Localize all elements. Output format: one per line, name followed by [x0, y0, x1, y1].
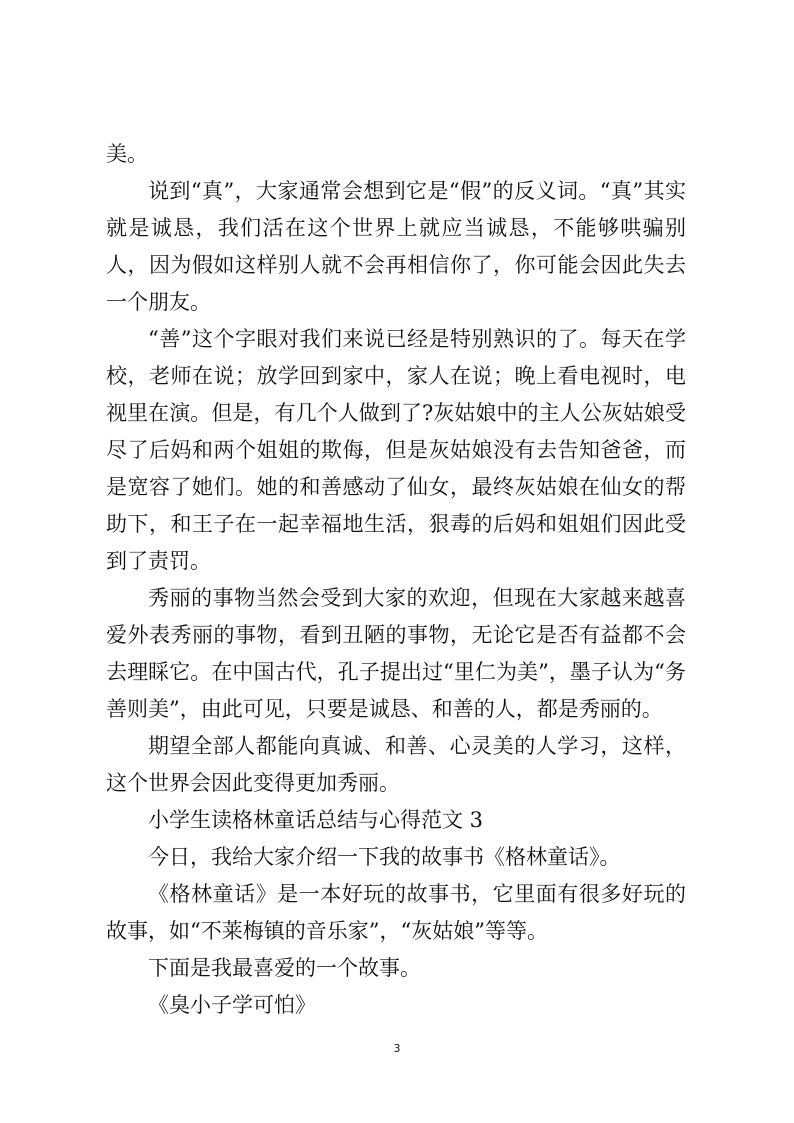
story-title: 《臭小子学可怕》: [148, 993, 316, 1017]
paragraph-truth: 说到“真”，大家通常会想到它是“假”的反义词。“真”其实就是诚恳，我们活在这个世界上就应当诚恳，不能够哄骗别人，因为假如这样别人就不会再相信你了，你可能会因此失去一个朋友。: [106, 179, 686, 314]
paragraph-kindness: “善”这个字眼对我们来说已经是特别熟识的了。每天在学校，老师在说；放学回到家中，家人在说；晚上看电视时，电视里在演。但是，有几个人做到了?灰姑娘中的主人公灰姑娘受尽了后妈和两个姐姐的欺侮，但是灰姑娘没有去告知爸爸，而是宽容了她们。她的和善感动了仙女，最终灰姑娘在仙女的帮助下，和王子在一起幸福地生活，狠毒的后妈和姐姐们因此受到了责罚。: [106, 327, 686, 573]
page-number: 3: [393, 1042, 401, 1055]
paragraph-favorite: 下面是我最喜爱的一个故事。: [148, 956, 421, 980]
paragraph-book: 《格林童话》是一本好玩的故事书，它里面有很多好玩的故事，如“不莱梅镇的音乐家”，“灰姑娘”等等。: [106, 882, 686, 943]
paragraph-intro: 今日，我给大家介绍一下我的故事书《格林童话》。: [148, 845, 621, 869]
section-heading: 小学生读格林童话总结与心得范文 3: [148, 808, 484, 832]
paragraph-hope: 期望全部人都能向真诚、和善、心灵美的人学习，这样，这个世界会因此变得更加秀丽。: [106, 734, 686, 795]
paragraph-continuation: 美。: [106, 142, 148, 166]
paragraph-beauty: 秀丽的事物当然会受到大家的欢迎，但现在大家越来越喜爱外表秀丽的事物，看到丑陋的事物，无论它是否有益都不会去理睬它。在中国古代，孔子提出过“里仁为美”，墨子认为“务善则美”，由此可见，只要是诚恳、和善的人，都是秀丽的。: [106, 586, 686, 721]
body-text: [106, 136, 686, 1024]
